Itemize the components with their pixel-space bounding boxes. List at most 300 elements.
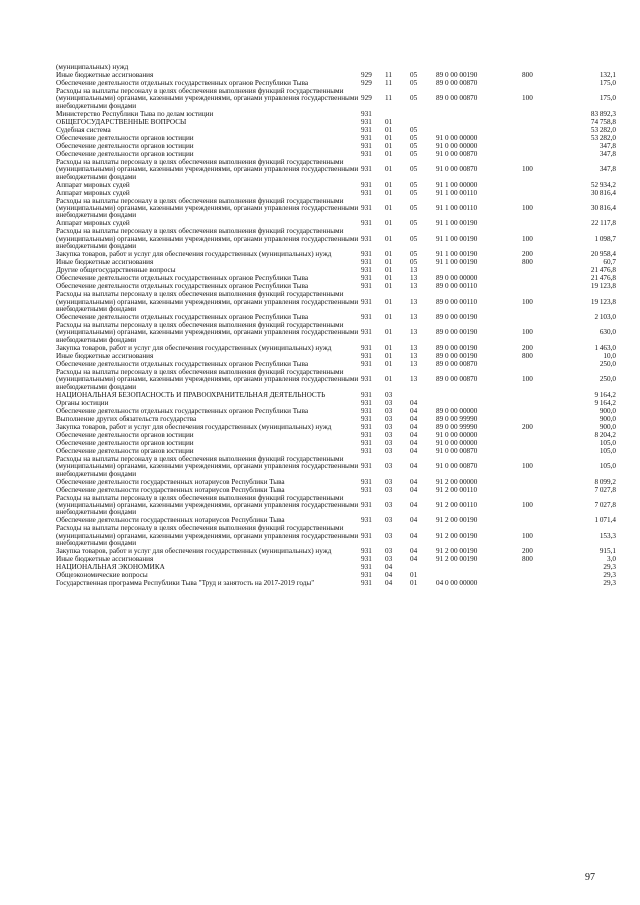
row-expense-type <box>522 479 562 487</box>
row-ministry-code: 931 <box>361 141 372 150</box>
row-target-article: 89 0 00 00190 <box>436 328 478 337</box>
row-subsection: 01 <box>410 571 418 580</box>
row-section: 03 <box>385 516 393 525</box>
row-ministry-code: 931 <box>361 547 372 556</box>
row-subsection: 13 <box>410 375 418 384</box>
row-amount: 53 282,0 <box>590 125 616 134</box>
row-section: 01 <box>385 328 393 337</box>
row-amount: 9 164,2 <box>594 390 616 399</box>
row-amount: 52 934,2 <box>590 180 616 189</box>
row-amount: 21 476,8 <box>590 266 616 275</box>
row-section: 01 <box>385 274 393 283</box>
row-ministry-code: 931 <box>361 219 372 228</box>
row-name: Расходы на выплаты персоналу в целях обеспечения выполнения функций государственными (муниципальными) органами, казенными учреждениями, органами управления государственными внебюджетными фондами <box>56 290 359 314</box>
row-ministry-code: 931 <box>361 406 372 415</box>
row-ministry-code: 931 <box>361 375 372 384</box>
row-ministry-code: 931 <box>361 351 372 360</box>
row-section: 01 <box>385 266 393 275</box>
row-amount: 3,0 <box>607 555 616 564</box>
row-section: 04 <box>385 563 393 572</box>
row-expense-type <box>522 314 562 322</box>
table-row <box>56 198 616 221</box>
row-amount: 53 282,0 <box>590 133 616 142</box>
row-ministry-code: 931 <box>361 390 372 399</box>
row-target-article: 89 0 00 00000 <box>436 274 478 283</box>
row-name: Расходы на выплаты персоналу в целях обеспечения выполнения функций государственными (муниципальными) органами, казенными учреждениями, органами управления государственными внебюджетными фондами <box>56 321 359 344</box>
row-section: 03 <box>385 485 393 494</box>
row-section: 01 <box>385 125 393 134</box>
row-name: Другие общегосударственные вопросы <box>56 266 176 275</box>
row-expense-type: 100 <box>522 328 533 337</box>
row-ministry-code: 931 <box>361 313 372 322</box>
budget-table-body <box>56 64 616 588</box>
table-row <box>56 228 616 251</box>
row-subsection: 13 <box>410 274 418 283</box>
row-target-article: 91 2 00 00190 <box>436 555 478 564</box>
row-subsection: 04 <box>410 485 418 494</box>
row-expense-type <box>522 111 562 119</box>
row-expense-type: 200 <box>522 547 533 556</box>
row-expense-type <box>522 143 562 151</box>
row-name: Закупка товаров, работ и услуг для обеспечения государственных (муниципальных) нужд <box>56 250 332 259</box>
row-expense-type: 100 <box>522 94 533 103</box>
row-name: Закупка товаров, работ и услуг для обеспечения государственных (муниципальных) нужд <box>56 343 332 352</box>
row-name: НАЦИОНАЛЬНАЯ БЕЗОПАСНОСТЬ И ПРАВООХРАНИТЕЛЬНАЯ ДЕЯТЕЛЬНОСТЬ <box>56 390 326 399</box>
row-target-article: 91 0 00 00000 <box>436 438 478 447</box>
row-expense-type <box>522 190 562 198</box>
row-subsection: 05 <box>410 149 418 158</box>
table-row <box>56 322 616 345</box>
row-subsection: 04 <box>410 406 418 415</box>
row-amount: 347,8 <box>599 149 616 158</box>
table-row <box>56 182 616 190</box>
row-amount: 60,7 <box>603 258 616 267</box>
row-ministry-code: 931 <box>361 188 372 197</box>
row-name: Аппарат мировых судей <box>56 180 130 189</box>
row-section: 11 <box>385 71 392 79</box>
row-ministry-code: 931 <box>361 117 372 126</box>
row-target-article: 91 0 00 00000 <box>436 141 478 150</box>
row-name: Государственная программа Республики Тыва "Труд и занятость на 2017-2019 годы" <box>56 579 315 588</box>
table-row <box>56 456 616 479</box>
row-section: 01 <box>385 234 393 243</box>
row-name: Иные бюджетные ассигнования <box>56 258 154 267</box>
row-name: Обеспечение деятельности государственных нотариусов Республики Тыва <box>56 485 285 494</box>
row-expense-type <box>522 182 562 190</box>
row-ministry-code: 931 <box>361 485 372 494</box>
row-target-article: 91 1 00 00190 <box>436 219 478 228</box>
row-amount: 132,1 <box>599 71 616 79</box>
row-ministry-code: 931 <box>361 297 372 306</box>
row-name: Обеспечение деятельности органов юстиции <box>56 430 194 439</box>
page-number: 97 <box>585 872 595 883</box>
row-expense-type <box>522 487 562 495</box>
row-name: Обеспечение деятельности органов юстиции <box>56 438 194 447</box>
row-ministry-code: 931 <box>361 180 372 189</box>
table-row <box>56 495 616 518</box>
row-ministry-code: 931 <box>361 328 372 337</box>
row-expense-type <box>522 283 562 291</box>
row-target-article: 89 0 00 00190 <box>436 71 478 79</box>
row-ministry-code: 931 <box>361 500 372 509</box>
row-expense-type <box>522 400 562 408</box>
row-name: Иные бюджетные ассигнования <box>56 71 154 79</box>
row-section: 01 <box>385 204 393 213</box>
row-section: 03 <box>385 547 393 556</box>
row-subsection: 13 <box>410 359 418 368</box>
row-name: Расходы на выплаты персоналу в целях обеспечения выполнения функций государственными (муниципальными) органами, казенными учреждениями, органами управления государственными внебюджетными фондами <box>56 87 359 110</box>
row-amount: 105,0 <box>599 438 616 447</box>
row-expense-type <box>522 432 562 440</box>
row-name: Расходы на выплаты персоналу в целях обеспечения выполнения функций государственными (муниципальными) органами, казенными учреждениями, органами управления государственными внебюджетными фондами <box>56 196 359 220</box>
row-target-article: 04 0 00 00000 <box>436 579 478 588</box>
row-subsection: 13 <box>410 328 418 337</box>
row-target-article: 89 0 00 00190 <box>436 351 478 360</box>
row-name: Расходы на выплаты персоналу в целях обеспечения выполнения функций государственными (муниципальными) органами, казенными учреждениями, органами управления государственными внебюджетными фондами <box>56 493 359 517</box>
row-name: Органы юстиции <box>56 398 109 407</box>
row-section: 11 <box>385 94 392 103</box>
row-target-article: 91 2 00 00190 <box>436 547 478 556</box>
row-subsection: 04 <box>410 555 418 564</box>
row-target-article: 89 0 00 00870 <box>436 79 478 87</box>
row-expense-type: 200 <box>522 422 533 431</box>
row-ministry-code: 931 <box>361 133 372 142</box>
row-target-article: 89 0 00 00870 <box>436 359 478 368</box>
row-expense-type <box>522 517 562 525</box>
row-amount: 900,0 <box>599 422 616 431</box>
table-row <box>56 119 616 127</box>
row-target-article: 91 1 00 00110 <box>436 204 478 213</box>
row-section: 01 <box>385 133 393 142</box>
row-section: 03 <box>385 438 393 447</box>
row-target-article: 89 0 00 00870 <box>436 375 478 384</box>
row-target-article: 91 2 00 00000 <box>436 477 478 486</box>
row-subsection: 13 <box>410 282 418 291</box>
row-expense-type <box>522 135 562 143</box>
row-section: 01 <box>385 117 393 126</box>
row-expense-type <box>522 564 562 572</box>
row-name: Обеспечение деятельности отдельных государственных органов Республики Тыва <box>56 79 309 87</box>
row-amount: 22 117,8 <box>591 219 616 228</box>
row-subsection: 05 <box>410 219 418 228</box>
row-ministry-code: 931 <box>361 477 372 486</box>
row-name: Закупка товаров, работ и услуг для обеспечения государственных (муниципальных) нужд <box>56 422 332 431</box>
row-target-article <box>436 119 522 127</box>
row-name: Обеспечение деятельности отдельных государственных органов Республики Тыва <box>56 359 309 368</box>
row-section: 03 <box>385 422 393 431</box>
row-ministry-code: 931 <box>361 258 372 267</box>
row-expense-type <box>522 392 562 400</box>
row-name: Иные бюджетные ассигнования <box>56 555 154 564</box>
row-ministry-code: 931 <box>361 165 372 174</box>
row-ministry-code: 931 <box>361 282 372 291</box>
row-section: 03 <box>385 500 393 509</box>
row-target-article: 89 0 00 00000 <box>436 406 478 415</box>
row-subsection: 05 <box>410 180 418 189</box>
row-ministry-code: 931 <box>361 571 372 580</box>
row-section: 03 <box>385 406 393 415</box>
row-subsection: 04 <box>410 531 418 540</box>
row-name: Обеспечение деятельности органов юстиции <box>56 133 194 142</box>
row-amount: 8 099,2 <box>594 477 616 486</box>
row-ministry-code: 931 <box>361 555 372 564</box>
row-name: Обеспечение деятельности государственных нотариусов Республики Тыва <box>56 477 285 486</box>
row-target-article: 91 0 00 00870 <box>436 462 478 471</box>
row-target-article: 91 1 00 00190 <box>436 234 478 243</box>
table-row <box>56 580 616 588</box>
row-target-article: 89 0 00 00110 <box>436 282 478 291</box>
row-target-article: 91 0 00 00000 <box>436 430 478 439</box>
row-amount: 900,0 <box>599 406 616 415</box>
row-amount: 900,0 <box>599 414 616 423</box>
row-ministry-code: 931 <box>361 516 372 525</box>
row-amount: 250,0 <box>599 359 616 368</box>
row-target-article: 91 2 00 00110 <box>436 485 478 494</box>
row-subsection: 05 <box>410 133 418 142</box>
row-name: Обеспечение деятельности государственных нотариусов Республики Тыва <box>56 516 285 525</box>
row-subsection: 13 <box>410 351 418 360</box>
row-section: 03 <box>385 555 393 564</box>
row-section: 01 <box>385 343 393 352</box>
row-ministry-code: 931 <box>361 438 372 447</box>
row-subsection: 05 <box>410 188 418 197</box>
row-section: 01 <box>385 297 393 306</box>
row-amount: 30 816,4 <box>590 188 616 197</box>
row-expense-type <box>522 275 562 283</box>
row-name: Аппарат мировых судей <box>56 219 130 228</box>
row-target-article: 89 0 00 00190 <box>436 313 478 322</box>
row-name: Обеспечение деятельности отдельных государственных органов Республики Тыва <box>56 406 309 415</box>
row-section: 03 <box>385 531 393 540</box>
row-ministry-code: 929 <box>361 79 372 87</box>
row-expense-type <box>522 80 562 88</box>
row-expense-type: 200 <box>522 343 533 352</box>
row-ministry-code: 931 <box>361 149 372 158</box>
row-name: Обеспечение деятельности органов юстиции <box>56 141 194 150</box>
row-name: Обеспечение деятельности отдельных государственных органов Республики Тыва <box>56 313 309 322</box>
row-section: 03 <box>385 477 393 486</box>
row-amount: 347,8 <box>599 165 616 174</box>
row-ministry-code: 931 <box>361 398 372 407</box>
row-amount: 30 816,4 <box>590 204 616 213</box>
row-ministry-code: 931 <box>361 266 372 275</box>
row-name: Иные бюджетные ассигнования <box>56 351 154 360</box>
row-expense-type <box>522 267 562 275</box>
row-subsection: 04 <box>410 398 418 407</box>
row-section: 01 <box>385 219 393 228</box>
row-amount: 347,8 <box>599 141 616 150</box>
row-subsection: 05 <box>410 125 418 134</box>
budget-table <box>56 64 616 588</box>
row-ministry-code: 929 <box>361 94 372 103</box>
row-subsection: 04 <box>410 446 418 455</box>
row-ministry-code: 931 <box>361 359 372 368</box>
row-expense-type: 100 <box>522 165 533 174</box>
row-amount: 1 098,7 <box>594 234 616 243</box>
row-subsection: 13 <box>410 313 418 322</box>
row-target-article: 89 0 00 99990 <box>436 422 478 431</box>
row-ministry-code: 931 <box>361 579 372 588</box>
row-section: 03 <box>385 414 393 423</box>
row-expense-type <box>522 440 562 448</box>
row-subsection: 04 <box>410 500 418 509</box>
row-expense-type: 100 <box>522 297 533 306</box>
row-ministry-code: 931 <box>361 422 372 431</box>
row-subsection: 13 <box>410 343 418 352</box>
row-name: Обеспечение деятельности отдельных государственных органов Республики Тыва <box>56 282 309 291</box>
row-expense-type: 100 <box>522 500 533 509</box>
row-section: 01 <box>385 141 393 150</box>
row-name: Расходы на выплаты персоналу в целях обеспечения выполнения функций государственными (муниципальными) органами, казенными учреждениями, органами управления государственными внебюджетными фондами <box>56 227 359 251</box>
row-amount: 29,3 <box>603 571 616 580</box>
row-subsection: 05 <box>410 165 418 174</box>
row-target-article: 91 1 00 00110 <box>436 188 478 197</box>
row-target-article: 91 0 00 00870 <box>436 446 478 455</box>
row-target-article: 91 1 00 00000 <box>436 180 478 189</box>
row-target-article: 91 1 00 00190 <box>436 250 478 259</box>
row-subsection: 04 <box>410 414 418 423</box>
row-target-article: 89 0 00 99990 <box>436 414 478 423</box>
row-section: 04 <box>385 571 393 580</box>
row-amount: 1 463,0 <box>594 343 616 352</box>
row-name: Выполнение других обязательств государства <box>56 414 197 423</box>
row-target-article <box>436 111 522 119</box>
row-name: Расходы на выплаты персоналу в целях обеспечения выполнения функций государственными (муниципальными) органами, казенными учреждениями, органами управления государственными внебюджетными фондами <box>56 157 359 181</box>
row-ministry-code: 931 <box>361 462 372 471</box>
row-ministry-code: 931 <box>361 343 372 352</box>
row-amount: 1 071,4 <box>594 516 616 525</box>
row-ministry-code: 931 <box>361 109 372 118</box>
row-amount: 153,3 <box>599 531 616 540</box>
row-expense-type <box>522 151 562 159</box>
row-amount: 20 958,4 <box>590 250 616 259</box>
row-subsection: 05 <box>410 258 418 267</box>
row-subsection: 05 <box>410 79 418 87</box>
row-subsection <box>410 111 436 119</box>
row-amount: 19 123,8 <box>590 297 616 306</box>
row-target-article <box>436 564 522 572</box>
row-name: НАЦИОНАЛЬНАЯ ЭКОНОМИКА <box>56 563 165 572</box>
row-name: Общеэкономические вопросы <box>56 571 148 580</box>
row-ministry-code: 931 <box>361 234 372 243</box>
row-subsection: 04 <box>410 430 418 439</box>
row-target-article: 91 2 00 00190 <box>436 531 478 540</box>
row-amount: 29,3 <box>603 563 616 572</box>
row-target-article: 89 0 00 00190 <box>436 343 478 352</box>
row-subsection: 05 <box>410 94 418 103</box>
row-section: 11 <box>385 79 392 87</box>
row-amount: 7 027,8 <box>594 485 616 494</box>
row-amount: 2 103,0 <box>594 313 616 322</box>
row-amount: 29,3 <box>603 579 616 588</box>
row-subsection: 13 <box>410 297 418 306</box>
row-expense-type <box>522 572 562 580</box>
row-target-article <box>436 392 522 400</box>
row-target-article: 91 1 00 00190 <box>436 258 478 267</box>
row-name: Аппарат мировых судей <box>56 188 130 197</box>
row-expense-type: 800 <box>522 71 533 79</box>
row-ministry-code: 931 <box>361 446 372 455</box>
row-expense-type <box>522 448 562 456</box>
row-target-article: 89 0 00 00870 <box>436 94 478 103</box>
row-target-article: 91 0 00 00000 <box>436 133 478 142</box>
row-section: 03 <box>385 462 393 471</box>
row-ministry-code: 931 <box>361 250 372 259</box>
row-amount: 74 758,8 <box>590 117 616 126</box>
row-section: 01 <box>385 359 393 368</box>
row-name: Расходы на выплаты персоналу в целях обеспечения выполнения функций государственными (муниципальными) органами, казенными учреждениями, органами управления государственными внебюджетными фондами <box>56 454 359 478</box>
row-expense-type <box>522 220 562 228</box>
row-ministry-code: 931 <box>361 204 372 213</box>
row-expense-type <box>522 119 562 127</box>
row-expense-type: 100 <box>522 375 533 384</box>
row-amount: 7 027,8 <box>594 500 616 509</box>
row-amount: 250,0 <box>599 375 616 384</box>
row-target-article: 91 2 00 00110 <box>436 500 478 509</box>
row-expense-type: 100 <box>522 462 533 471</box>
row-name: Закупка товаров, работ и услуг для обеспечения государственных (муниципальных) нужд <box>56 547 332 556</box>
row-subsection: 04 <box>410 516 418 525</box>
row-ministry-code: 929 <box>361 71 372 79</box>
row-name: ОБЩЕГОСУДАРСТВЕННЫЕ ВОПРОСЫ <box>56 117 187 126</box>
row-subsection: 05 <box>410 250 418 259</box>
row-amount: 175,0 <box>599 79 616 87</box>
row-name: Расходы на выплаты персоналу в целях обеспечения выполнения функций государственными (муниципальными) органами, казенными учреждениями, органами управления государственными внебюджетными фондами <box>56 367 359 391</box>
row-subsection: 04 <box>410 547 418 556</box>
row-amount: 10,0 <box>603 351 616 360</box>
row-expense-type: 100 <box>522 531 533 540</box>
row-ministry-code: 931 <box>361 274 372 283</box>
row-expense-type <box>522 361 562 369</box>
table-row <box>56 525 616 548</box>
row-name: Судебная система <box>56 125 111 134</box>
row-target-article: 91 0 00 00870 <box>436 165 478 174</box>
row-amount: 9 164,2 <box>594 398 616 407</box>
table-row <box>56 159 616 182</box>
row-subsection: 05 <box>410 141 418 150</box>
row-target-article: 89 0 00 00110 <box>436 297 478 306</box>
row-expense-type: 800 <box>522 351 533 360</box>
row-subsection: 04 <box>410 462 418 471</box>
row-amount: 105,0 <box>599 462 616 471</box>
row-section: 03 <box>385 390 393 399</box>
row-target-article: 91 0 00 00870 <box>436 149 478 158</box>
row-section: 03 <box>385 446 393 455</box>
row-section: 01 <box>385 282 393 291</box>
row-section: 01 <box>385 188 393 197</box>
table-row <box>56 392 616 400</box>
row-amount: 19 123,8 <box>590 282 616 291</box>
row-name: Обеспечение деятельности отдельных государственных органов Республики Тыва <box>56 274 309 283</box>
row-section: 01 <box>385 149 393 158</box>
row-expense-type: 100 <box>522 204 533 213</box>
row-expense-type: 800 <box>522 555 533 564</box>
row-expense-type <box>522 127 562 135</box>
row-subsection: 05 <box>410 234 418 243</box>
row-expense-type <box>522 580 562 588</box>
row-name: Расходы на выплаты персоналу в целях обеспечения выполнения функций государственными (муниципальными) органами, казенными учреждениями, органами управления государственными внебюджетными фондами <box>56 524 359 548</box>
row-ministry-code: 931 <box>361 531 372 540</box>
row-expense-type: 800 <box>522 258 533 267</box>
table-row <box>56 291 616 314</box>
row-expense-type: 200 <box>522 250 533 259</box>
row-expense-type: 100 <box>522 234 533 243</box>
row-subsection: 13 <box>410 266 418 275</box>
row-section: 01 <box>385 180 393 189</box>
row-section: 03 <box>385 398 393 407</box>
row-expense-type <box>522 408 562 416</box>
row-subsection: 01 <box>410 579 418 588</box>
